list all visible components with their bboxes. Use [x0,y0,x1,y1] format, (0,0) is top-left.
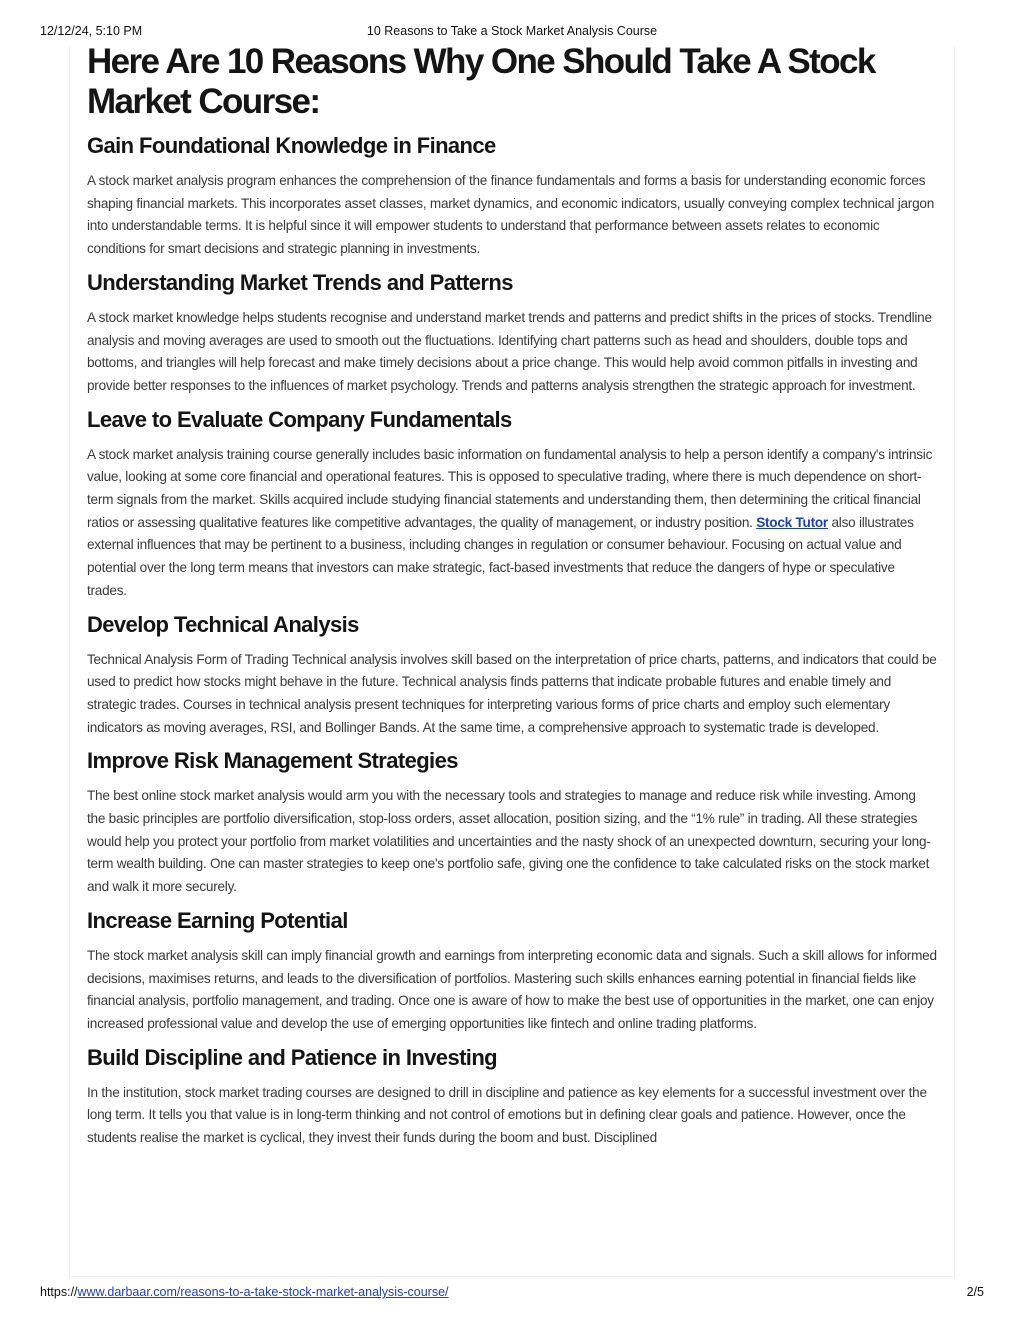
print-title: 10 Reasons to Take a Stock Market Analysis Course [366,24,658,38]
stock-tutor-link[interactable]: Stock Tutor [756,514,828,530]
section-body: Technical Analysis Form of Trading Technical analysis involves skill based on the interpretation of price charts, patterns, and indicators that could be used to predict how stocks might behave in the future. Technical analysis finds patterns that indicate probable futures and enable timely and strategic trades. Courses in technical analysis present techniques for interpreting various forms of price charts and employ such elementary indicators as moving averages, RSI, and Bollinger Bands. At the same time, a comprehensive approach to systematic trade is developed. [87,651,937,735]
section-body-text: A stock market analysis training course generally includes basic information on fundamental analysis to help a person identify a company's intrinsic value, looking at some core financial and operational features. This is opposed to speculative trading, where there is much dependence on short-term signals from the market. Skills acquired include studying financial statements and understanding them, then determining the critical financial ratios or assessing qualitative features like competitive advantages, the quality of management, or industry position. [87,446,933,530]
footer-url-prefix: https:// [40,1285,78,1299]
article-content [87,47,937,1158]
page-number: 2/5 [966,1285,984,1299]
section-body: A stock market analysis program enhances the comprehension of the finance fundamentals and forms a basis for understanding economic forces shaping financial markets. This incorporates asset classes, market dynamics, and economic indicators, usually conveying complex technical jargon into understandable terms. It is helpful since it will empower students to understand that performance between assets relates to economic conditions for smart decisions and strategic planning in investments. [87,173,935,257]
print-date: 12/12/24, 5:10 PM [40,24,143,38]
section-body: A stock market knowledge helps students recognise and understand market trends and patterns and predict shifts in the prices of stocks. Trendline analysis and moving averages are used to smooth out the fluctuations. Identifying chart patterns such as head and shoulders, double tops and bottoms, and triangles will help forecast and make timely decisions about a price change. This would help avoid common pitfalls in investing and provide better responses to the influences of market psychology. Trends and patterns analysis strengthen the strategic approach for investment. [87,309,932,393]
section-title: Understanding Market Trends and Patterns [87,269,513,295]
print-footer [0,1285,1024,1303]
section-title: Gain Foundational Knowledge in Finance [87,133,496,158]
footer-url-link[interactable]: www.darbaar.com/reasons-to-a-take-stock-market-analysis-course/ [77,1285,449,1299]
footer-url [40,1285,449,1299]
section-title: Build Discipline and Patience in Investing [87,1044,497,1070]
print-header [0,24,1024,42]
section-body: In the institution, stock market trading courses are designed to drill in discipline and patience as key elements for a successful investment over the long term. It tells you that value is in long-term thinking and not control of emotions but in defining clear goals and patience. However, once the students realise the market is cyclical, they invest their funds during the boom and bust. Disciplined [87,1084,927,1146]
section-title: Increase Earning Potential [87,907,348,933]
section-title: Improve Risk Management Strategies [87,748,458,774]
section-title: Leave to Evaluate Company Fundamentals [87,406,512,432]
section-body-text: also illustrates external influences that may be pertinent to a business, including changes in regulation or consumer behaviour. Focusing on actual value and potential over the long term means that investors can make strategic, fact-based investments that reduce the dangers of hype or speculative trades. [87,514,914,598]
page-frame [69,47,955,1277]
section-title: Develop Technical Analysis [87,611,359,637]
section-body: The stock market analysis skill can imply financial growth and earnings from interpreting economic data and signals. Such a skill allows for informed decisions, maximises returns, and leads to the diversification of portfolios. Mastering such skills enhances earning potential in financial fields like financial analysis, portfolio management, and trading. Once one is aware of how to make the best use of opportunities in the market, one can enjoy increased professional value and develop the use of emerging opportunities like fintech and online trading platforms. [87,947,937,1031]
section-body [87,444,937,603]
article-heading: Here Are 10 Reasons Why One Should Take A Stock Market Course: [87,47,875,121]
section-body: The best online stock market analysis would arm you with the necessary tools and strategies to manage and reduce risk while investing. Among the basic principles are portfolio diversification, stop-loss orders, asset allocation, position sizing, and the “1% rule” in trading. All these strategies would help you protect your portfolio from market volatilities and uncertainties and the nasty shock of an unexpected downturn, securing your long-term wealth building. One can master strategies to keep one's portfolio safe, giving one the confidence to take calculated risks on the stock market and walk it more securely. [87,788,931,895]
